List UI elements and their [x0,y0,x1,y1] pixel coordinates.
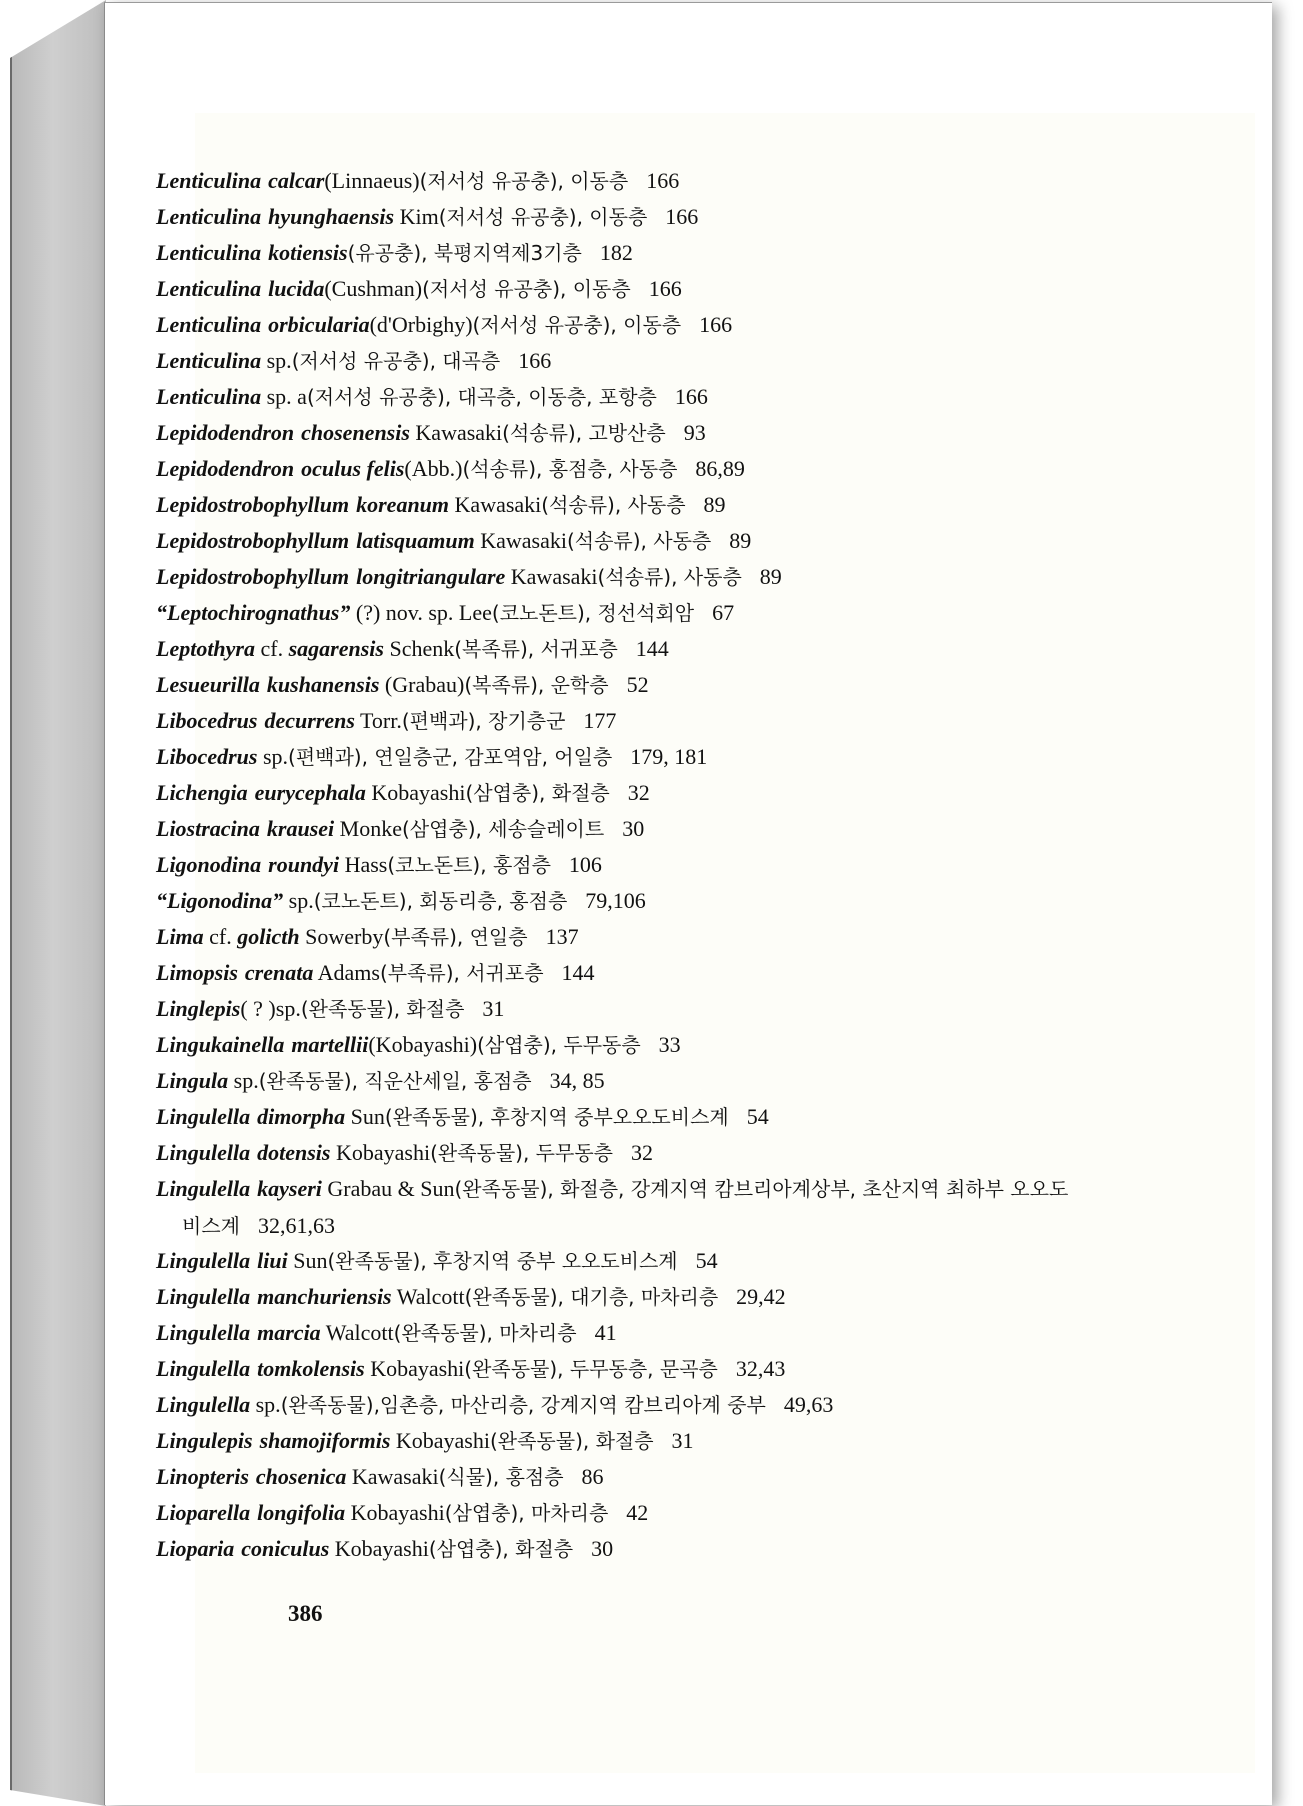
entry-author: ( ? )sp. [240,996,301,1021]
entry-pages: 32 [630,1140,653,1165]
entry-genus: Lingulella [156,1248,251,1273]
entry-author: Kawasaki [346,1464,439,1489]
index-entry [156,1063,1156,1099]
entry-species: lucida [268,276,325,301]
entry-pages: 166 [646,168,680,193]
entry-genus: Lingulella [156,1176,251,1201]
index-entry [156,1279,1156,1315]
entry-author: Walcott [391,1284,465,1309]
entry-author: Walcott [320,1320,394,1345]
entry-genus: Lenticulina [156,312,262,337]
entry-author: (Grabau) [379,672,465,697]
entry-pages: 89 [759,564,782,589]
entry-author: Kobayashi [330,1140,431,1165]
entry-species: koreanum [356,492,450,517]
entry-author: (d'Orbighy) [369,312,473,337]
entry-pages: 137 [545,924,579,949]
entry-note: (삼엽충), 화절층 [428,1537,574,1561]
entry-author: Grabau & Sun [321,1176,455,1201]
entry-note: (완족동물), 마차리층 [393,1321,577,1345]
entry-note: (완족동물), 직운산세일, 홍점층 [258,1069,532,1093]
entry-species-compare: golicth [237,924,300,949]
entry-genus: Lenticulina [156,384,262,409]
entry-genus: Lepidostrobophyllum [156,564,350,589]
entry-note: (완족동물), 화절층 [300,997,465,1021]
entry-author: (Kobayashi) [368,1032,478,1057]
entry-author: Kobayashi [390,1428,490,1453]
entry-genus: Lesueurilla [156,672,260,697]
entry-author: cf. [255,636,289,661]
entry-note: (편백과), 장기층군 [401,709,566,733]
entry-pages: 41 [594,1320,617,1345]
entry-pages: 29,42 [736,1284,786,1309]
index-entry [156,415,1156,451]
entry-note: (저서성 유공충), 이동층 [438,205,648,229]
entry-author: Kawasaki [505,564,598,589]
entry-author: Kobayashi [329,1536,429,1561]
index-entry [156,739,1156,775]
index-entry [156,343,1156,379]
entry-note: (석송류), 사동층 [541,493,686,517]
entry-note: (석송류), 홍점층, 사동층 [462,457,678,481]
entry-note: (복족류), 서귀포층 [454,637,618,661]
entry-pages: 30 [591,1536,614,1561]
entry-genus: Ligonodina [156,852,262,877]
entry-note: (저서성 유공충), 이동층 [422,277,631,301]
entry-genus: Lingulella [156,1356,251,1381]
entry-note: (코노돈트), 홍점층 [387,853,551,877]
entry-genus: Limopsis [156,960,238,985]
index-entry [156,631,1156,667]
entry-species: krausei [266,816,335,841]
index-entry [156,1459,1156,1495]
entry-genus: Lioparia [156,1536,235,1561]
entry-genus: Lenticulina [156,240,262,265]
entry-note: (부족류), 연일층 [383,925,528,949]
entry-note: (석송류), 사동층 [566,529,712,553]
entry-pages: 54 [746,1104,769,1129]
entry-genus: Leptothyra [156,636,255,661]
entry-author: cf. [203,924,238,949]
entry-species: coniculus [241,1536,330,1561]
entry-pages: 179, 181 [630,744,708,769]
index-entry [156,307,1156,343]
entry-note: (완족동물), 두무동층 [430,1141,613,1165]
entry-species: dotensis [257,1140,331,1165]
entry-genus: Lioparella [156,1500,251,1525]
entry-pages: 31 [671,1428,694,1453]
entry-species: marcia [257,1320,321,1345]
entry-species: hyunghaensis [268,204,395,229]
entry-pages: 89 [703,492,726,517]
entry-genus: Lepidodendron [156,420,295,445]
entry-genus: Lenticulina [156,168,262,193]
entry-species: calcar [268,168,325,193]
entry-note: (삼엽충), 세송슬레이트 [401,817,605,841]
entry-pages: 86,89 [695,456,745,481]
index-entry [156,703,1156,739]
entry-author: Kawasaki [474,528,567,553]
entry-genus: Liostracina [156,816,260,841]
entry-note: (완족동물), 후창지역 중부 오오도비스계 [327,1249,678,1273]
index-entry [156,1495,1156,1531]
entry-pages: 30 [622,816,645,841]
entry-note: (완족동물), 화절층, 강계지역 캄브리아계상부, 초산지역 최하부 오오도비스계 [182,1177,1069,1238]
entry-species: liui [257,1248,288,1273]
entry-author: Sun [345,1104,385,1129]
entry-author: Kobayashi [345,1500,445,1525]
entry-pages: 144 [561,960,595,985]
book-spine-edge [10,0,106,1806]
entry-pages: 166 [648,276,682,301]
index-entry [156,487,1156,523]
entry-author: (Abb.) [404,456,463,481]
index-entry [156,1531,1156,1567]
entry-author: sp. [261,348,292,373]
entry-genus: Lichengia [156,780,248,805]
index-entry [156,559,1156,595]
index-entry [156,235,1156,271]
entry-note: (저서성 유공충), 대곡층, 이동층, 포항층 [306,385,657,409]
entry-genus: Libocedrus [156,708,258,733]
entry-author: sp. [257,744,289,769]
index-entry [156,199,1156,235]
entry-species: manchuriensis [257,1284,392,1309]
entry-pages: 33 [658,1032,681,1057]
entry-species: dimorpha [257,1104,346,1129]
entry-genus: Lingula [156,1068,229,1093]
entry-pages: 52 [626,672,649,697]
entry-species: kayseri [257,1176,322,1201]
entry-note: (식물), 홍점층 [438,1465,564,1489]
index-entry [156,775,1156,811]
entry-genus: Lingulepis [156,1428,253,1453]
entry-genus: Lingulella [156,1140,251,1165]
entry-author: sp. [250,1392,281,1417]
entry-note: (코노돈트), 회동리층, 홍점층 [313,889,568,913]
entry-species: orbicularia [268,312,370,337]
entry-pages: 166 [699,312,733,337]
entry-species: shamojiformis [259,1428,391,1453]
index-entry [156,847,1156,883]
index-entry [156,271,1156,307]
entry-pages: 42 [626,1500,649,1525]
index-entry [156,883,1156,919]
entry-note: (삼엽충), 두무동층 [477,1033,641,1057]
index-entry [156,163,1156,199]
entry-pages: 79,106 [585,888,646,913]
entry-genus: Lingulella [156,1392,251,1417]
entry-note: (완족동물), 대기층, 마차리층 [464,1285,719,1309]
entry-note: (부족류), 서귀포층 [379,961,544,985]
index-entry [156,1171,1082,1243]
entry-species-compare: sagarensis [288,636,384,661]
entry-note: (삼엽충), 마차리층 [444,1501,609,1525]
entry-pages: 166 [665,204,699,229]
entry-genus: Lenticulina [156,348,262,373]
entry-genus: Lenticulina [156,204,262,229]
entry-note: (복족류), 운학층 [464,673,609,697]
index-entry [156,451,1156,487]
index-entry [156,523,1156,559]
entry-genus: Lima [156,924,204,949]
entry-genus: Lingukainella [156,1032,285,1057]
entry-pages: 86 [581,1464,604,1489]
entry-author: (Cushman) [324,276,423,301]
entry-author: Adams [313,960,380,985]
entry-genus: “Ligonodina” [156,888,284,913]
entry-species: tomkolensis [257,1356,365,1381]
entry-species: eurycephala [254,780,366,805]
entry-author: sp. [283,888,314,913]
entry-species: chosenensis [301,420,410,445]
entry-species: oculus felis [301,456,405,481]
entry-author: Torr. [354,708,402,733]
entry-genus: “Leptochirognathus” [156,600,351,625]
entry-species: roundyi [268,852,340,877]
entry-genus: Linglepis [156,996,241,1021]
entry-pages: 32,61,63 [257,1213,335,1238]
entry-author: Kim [394,204,439,229]
index-entry [156,991,1156,1027]
entry-pages: 34, 85 [549,1068,605,1093]
entry-species: longifolia [257,1500,346,1525]
entry-genus: Lingulella [156,1320,251,1345]
entry-note: (저서성 유공충), 이동층 [472,313,682,337]
entry-species: martellii [291,1032,369,1057]
index-entry [156,1387,1156,1423]
entry-pages: 32,43 [735,1356,786,1381]
entry-genus: Linopteris [156,1464,249,1489]
entry-note: (유공충), 북평지역제3기층 [347,241,582,265]
entry-note: (저서성 유공충), 대곡층 [291,349,501,373]
index-entry [156,955,1156,991]
index-entry [156,1099,1156,1135]
entry-author-compare: Sowerby [299,924,384,949]
entry-author: Sun [287,1248,328,1273]
entry-pages: 49,63 [783,1392,834,1417]
entry-pages: 166 [674,384,708,409]
entry-genus: Lepidodendron [156,456,295,481]
entry-note: (석송류), 고방산층 [502,421,666,445]
entry-species: chosenica [255,1464,347,1489]
index-entry [156,1351,1156,1387]
entry-pages: 32 [627,780,650,805]
entry-genus: Lenticulina [156,276,262,301]
page-number: 386 [288,1601,323,1626]
index-entry [156,1423,1156,1459]
index-entry [156,379,1156,415]
entry-pages: 106 [568,852,602,877]
index-entry-list [156,163,1156,1567]
entry-note: (삼엽충), 화절층 [465,781,610,805]
entry-species: kotiensis [268,240,348,265]
entry-pages: 166 [518,348,552,373]
index-entry [156,811,1156,847]
index-entry [156,667,1156,703]
entry-genus: Libocedrus [156,744,258,769]
entry-pages: 31 [482,996,505,1021]
index-entry [156,1135,1156,1171]
entry-author: Kobayashi [364,1356,465,1381]
entry-species: crenata [244,960,314,985]
entry-note: (완족동물),임촌층, 마산리층, 강계지역 캄브리아계 중부 [280,1393,766,1417]
index-entry [156,1243,1156,1279]
entry-pages: 54 [695,1248,718,1273]
entry-note: (완족동물), 화절층 [489,1429,654,1453]
entry-species: decurrens [264,708,355,733]
entry-author: (?) nov. sp. Lee [350,600,492,625]
entry-author: sp. [228,1068,259,1093]
entry-genus: Lingulella [156,1104,251,1129]
entry-note: (코노돈트), 정선석회암 [491,601,695,625]
entry-note: (편백과), 연일층군, 감포역암, 어일층 [288,745,613,769]
entry-pages: 89 [729,528,752,553]
entry-author: (Linnaeus) [324,168,420,193]
entry-pages: 144 [635,636,669,661]
entry-species: longitriangulare [356,564,506,589]
entry-author: Monke [334,816,402,841]
index-entry [156,1315,1156,1351]
entry-species: latisquamum [356,528,475,553]
entry-pages: 67 [712,600,735,625]
entry-pages: 177 [583,708,617,733]
entry-note: (석송류), 사동층 [597,565,742,589]
entry-author-compare: Schenk [383,636,455,661]
entry-species: kushanensis [266,672,380,697]
index-entry [156,1027,1156,1063]
entry-pages: 93 [683,420,706,445]
entry-author: Kobayashi [365,780,466,805]
entry-author: Hass [339,852,388,877]
entry-author: Kawasaki [409,420,503,445]
index-entry [156,919,1156,955]
entry-genus: Lepidostrobophyllum [156,492,350,517]
entry-genus: Lepidostrobophyllum [156,528,350,553]
entry-author: sp. a [261,384,307,409]
entry-note: (저서성 유공충), 이동층 [419,169,629,193]
entry-pages: 182 [599,240,633,265]
entry-note: (완족동물), 후창지역 중부오오도비스계 [384,1105,729,1129]
index-entry [156,595,1156,631]
entry-note: (완족동물), 두무동층, 문곡층 [464,1357,718,1381]
entry-genus: Lingulella [156,1284,251,1309]
entry-author: Kawasaki [449,492,542,517]
